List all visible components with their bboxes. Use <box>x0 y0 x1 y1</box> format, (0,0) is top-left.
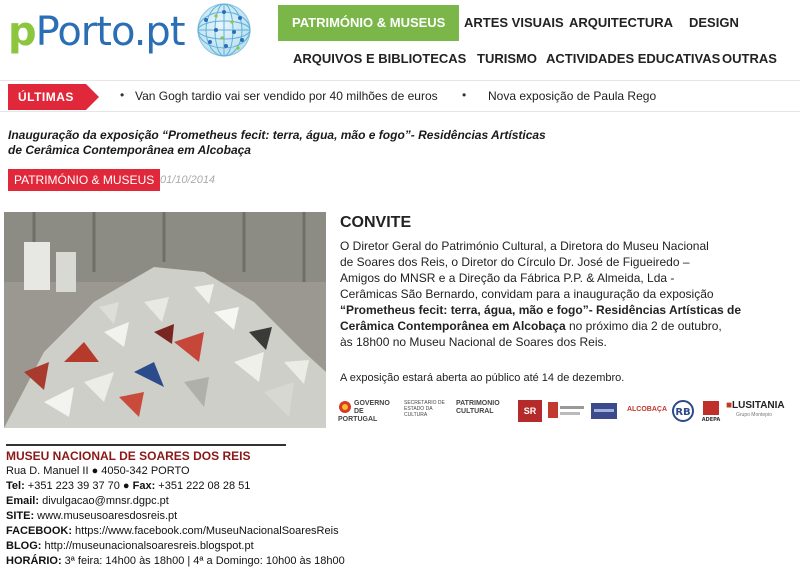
ticker-bullet: • <box>462 88 467 102</box>
nav-arquitectura[interactable]: ARQUITECTURA <box>569 15 673 30</box>
museum-hours: HORÁRIO: 3ª feira: 14h00 às 18h00 | 4ª a Domingo: 10h00 às 18h00 <box>6 555 345 567</box>
governo-logo: GOVERNO DE PORTUGAL <box>338 400 390 422</box>
globe-icon <box>196 2 252 58</box>
ticker-bullet: • <box>120 88 125 102</box>
partner-logo <box>590 400 618 422</box>
site-header <box>0 0 800 80</box>
main-nav <box>278 4 800 78</box>
svg-text:RB: RB <box>675 407 691 418</box>
nav-turismo[interactable]: TURISMO <box>477 51 537 66</box>
invitation-image <box>4 212 792 428</box>
sr-logo: SR <box>518 400 542 422</box>
nav-patrimonio-museus[interactable]: PATRIMÓNIO & MUSEUS <box>278 5 459 41</box>
sponsor-logos <box>334 400 792 424</box>
ticker-item[interactable]: Van Gogh tardio vai ser vendido por 40 milhões de euros <box>135 89 438 103</box>
nav-arquivos-bibliotecas[interactable]: ARQUIVOS E BIBLIOTECAS <box>293 51 467 66</box>
svg-text:ADEPA: ADEPA <box>701 417 721 422</box>
secretario-logo: SECRETÁRIO DE ESTADO DA CULTURA <box>404 400 445 418</box>
museum-logo <box>546 400 586 422</box>
museum-name: MUSEU NACIONAL DE SOARES DOS REIS <box>6 449 251 463</box>
invite-note: A exposição estará aberta ao público até 14 de dezembro. <box>340 372 625 384</box>
nav-outras[interactable]: OUTRAS <box>722 51 777 66</box>
invite-text: O Diretor Geral do Património Cultural, a Diretora do Museu Nacional de Soares dos Reis, o Diretor do Círculo Dr. José de Figueiredo – Amigos do MNSR e a Direção da Fábrica P.P. & Almeida, Lda - Cerâmicas São Bernardo, convidam para a inauguração da exposição “Prometheus fecit: terra, água, mão e fogo”- Residências Artísticas de Cerâmica Contemporânea em Alcobaça no próximo dia 2 de outubro, às 18h00 no Museu Nacional de Soares dos Reis. <box>340 239 742 349</box>
alcobaca-logo: ALCOBAÇA <box>626 406 668 413</box>
museum-phone: Tel: +351 223 39 37 70 ● Fax: +351 222 08 28 51 <box>6 480 251 492</box>
nav-actividades-educativas[interactable]: ACTIVIDADES EDUCATIVAS <box>546 51 721 66</box>
museum-site: SITE: www.museusoaresdosreis.pt <box>6 510 178 522</box>
patrimonio-cultural-logo: PATRIMÓNIO CULTURAL <box>456 400 500 415</box>
news-ticker <box>0 80 800 112</box>
rb-logo <box>672 400 694 422</box>
nav-design[interactable]: DESIGN <box>689 15 739 30</box>
ceramics-pile-photo <box>4 212 326 428</box>
ticker-item[interactable]: Nova exposição de Paula Rego <box>488 89 657 103</box>
site-logo[interactable]: pPorto.pt <box>8 9 185 55</box>
museum-facebook: FACEBOOK: https://www.facebook.com/MuseuNacionalSoaresReis <box>6 525 339 537</box>
article-title: Inauguração da exposição “Prometheus fecit: terra, água, mão e fogo”- Residências Artísticas de Cerâmica Contemporânea em Alcobaça <box>8 128 546 157</box>
ticker-label: ÚLTIMAS <box>8 84 86 110</box>
museum-contact <box>6 444 345 569</box>
museum-address: Rua D. Manuel II ● 4050-342 PORTO <box>6 465 190 477</box>
invite-heading: CONVITE <box>340 214 412 231</box>
lusitania-logo: ■LUSITANIA Grupo Montepio <box>726 400 785 418</box>
museum-blog: BLOG: http://museunacionalsoaresreis.blogspot.pt <box>6 540 254 552</box>
adepa-logo <box>700 400 722 422</box>
category-tag[interactable]: PATRIMÓNIO & MUSEUS <box>8 169 160 191</box>
contact-divider <box>6 444 286 446</box>
article-date: 01/10/2014 <box>160 174 216 186</box>
nav-artes-visuais[interactable]: ARTES VISUAIS <box>464 15 564 30</box>
museum-email: Email: divulgacao@mnsr.dgpc.pt <box>6 495 169 507</box>
